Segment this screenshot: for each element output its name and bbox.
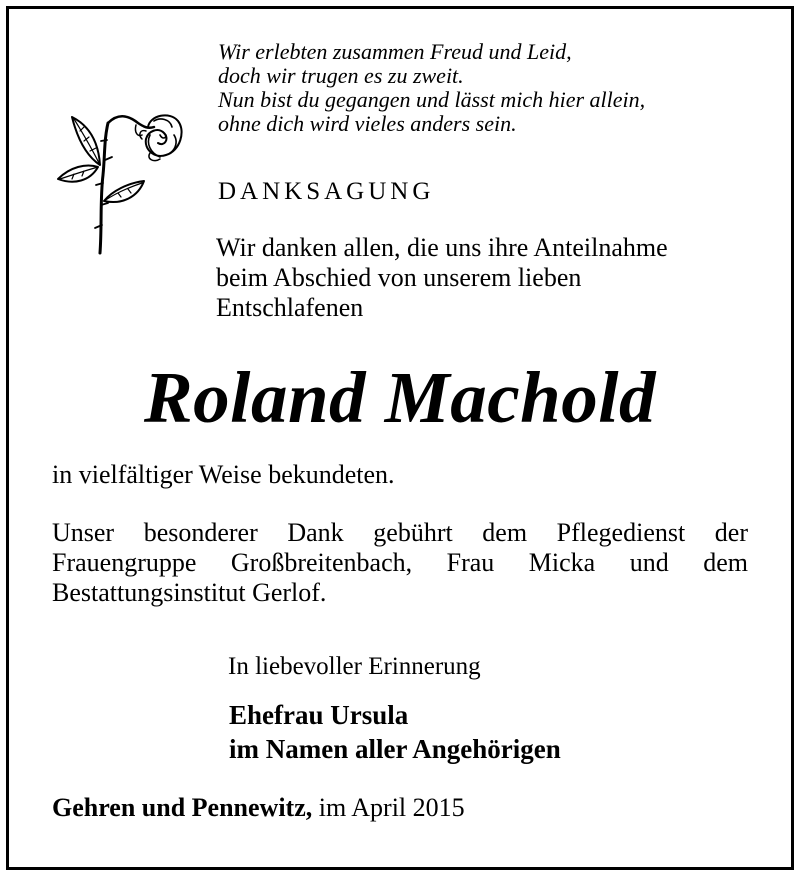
gratitude-line: Frauengruppe Großbreitenbach, Frau Micka und dem — [52, 548, 748, 577]
memory-text: In liebevoller Erinnerung — [228, 653, 481, 680]
poem-line: Nun bist du gegangen und lässt mich hier allein, — [218, 87, 646, 112]
poem-line: ohne dich wird vieles anders sein. — [218, 111, 517, 136]
gratitude-paragraph — [52, 518, 748, 608]
gratitude-line: Bestattungsinstitut Gerlof. — [52, 578, 327, 607]
thanks-line: beim Abschied von unserem lieben — [216, 263, 582, 292]
place-date — [52, 793, 465, 823]
place-location: Gehren und Pennewitz, — [52, 793, 313, 822]
poem — [218, 40, 645, 136]
rose-icon — [50, 105, 190, 260]
signers — [229, 698, 561, 766]
thanks-line: Entschlafenen — [216, 293, 364, 322]
thanks-line: Wir danken allen, die uns ihre Anteilnahme — [216, 233, 668, 262]
gratitude-line: Unser besonderer Dank gebührt dem Pflegedienst der — [52, 518, 748, 547]
heading-danksagung: DANKSAGUNG — [218, 178, 435, 205]
place-date-text: im April 2015 — [318, 793, 465, 822]
expressed-text: in vielfältiger Weise bekundeten. — [52, 460, 395, 489]
deceased-name: Roland Machold — [143, 357, 656, 438]
poem-line: Wir erlebten zusammen Freud und Leid, — [218, 39, 572, 64]
poem-line: doch wir trugen es zu zweit. — [218, 63, 464, 88]
signer-line: Ehefrau Ursula — [229, 700, 409, 730]
signer-line: im Namen aller Angehörigen — [229, 734, 561, 764]
thanks-paragraph — [216, 233, 668, 323]
